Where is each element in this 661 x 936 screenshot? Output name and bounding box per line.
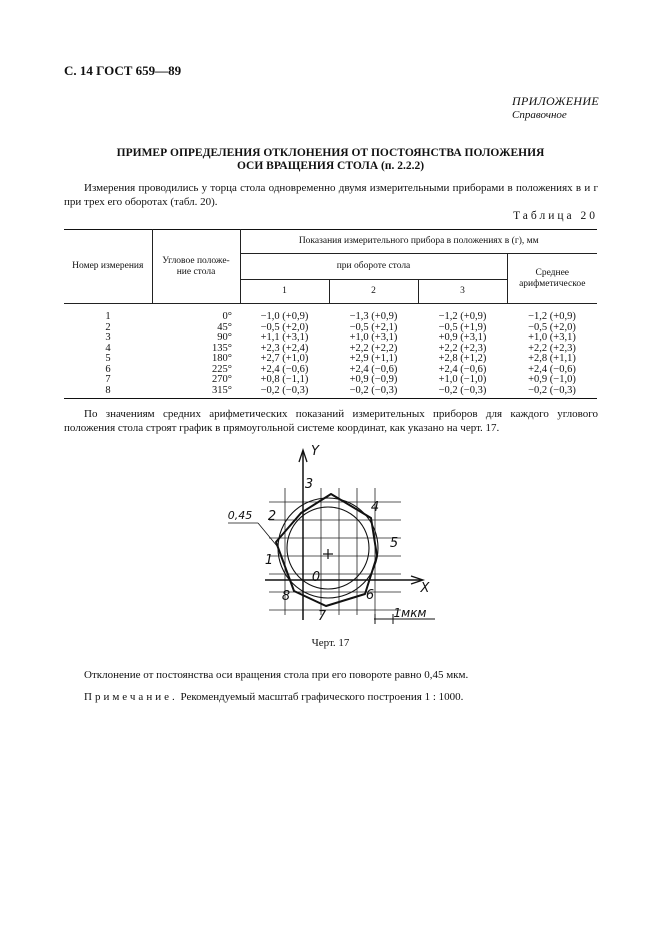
table-row — [64, 375, 597, 386]
cell-mean: −0,5 (+2,0) — [528, 321, 576, 333]
cell-mean: +0,9 (−1,0) — [528, 374, 576, 385]
header-per-rev: при обороте стола — [240, 254, 507, 280]
cell-mean: −1,2 (+0,9) — [528, 311, 576, 322]
chart-17 — [225, 440, 445, 630]
cell-angle: 180° — [212, 353, 232, 364]
measurement-table — [64, 229, 597, 399]
header-number: Номер измерения — [64, 230, 152, 304]
cell-rev-3: +1,0 (−1,0) — [438, 374, 487, 385]
table-row — [64, 365, 597, 376]
cell-angle: 315° — [152, 386, 240, 399]
cell-angle: 225° — [212, 363, 232, 375]
leader-line-diagonal — [258, 523, 277, 546]
cell-rev-1: +2,4 (−0,6) — [260, 363, 309, 375]
note — [84, 691, 463, 703]
cell-rev-1: −1,0 (+0,9) — [260, 311, 309, 322]
cell-mean: −0,2 (−0,3) — [507, 386, 597, 399]
cell-rev-3: −0,2 (−0,3) — [418, 386, 507, 399]
point-label-3: 3 — [304, 477, 314, 492]
point-label-6: 6 — [365, 588, 375, 603]
section-title — [64, 147, 597, 173]
cell-mean: +2,2 (+2,3) — [528, 342, 576, 354]
header-rev-2: 2 — [329, 280, 418, 304]
appendix-sublabel: Справочное — [512, 109, 567, 121]
cell-rev-3: +0,9 (+3,1) — [438, 332, 487, 343]
point-label-7: 7 — [317, 609, 327, 624]
title-line-1: ПРИМЕР ОПРЕДЕЛЕНИЯ ОТКЛОНЕНИЯ ОТ ПОСТОЯНСТВА ПОЛОЖЕНИЯ — [116, 147, 545, 159]
cell-rev-2: +2,2 (+2,2) — [349, 342, 398, 354]
cell-number: 4 — [105, 342, 111, 354]
graph-paragraph: По значениям средних арифметических показаний измерительных приборов для каждого углового положения стола строят график в прямоугольной системе координат, как указано на черт. 17. — [64, 408, 598, 434]
cell-rev-1: +2,7 (+1,0) — [260, 353, 309, 364]
title-line-2: ОСИ ВРАЩЕНИЯ СТОЛА (п. 2.2.2) — [236, 160, 425, 172]
cell-number: 2 — [105, 321, 111, 333]
header-mean: Среднее арифметическое — [507, 254, 597, 304]
table-row — [64, 333, 597, 344]
cell-rev-2: +2,4 (−0,6) — [349, 363, 398, 375]
header-rev-1: 1 — [240, 280, 329, 304]
table-row — [64, 386, 597, 399]
cell-angle: 270° — [212, 374, 232, 385]
table-row — [64, 344, 597, 355]
cell-number: 5 — [105, 353, 111, 364]
table-row — [64, 323, 597, 334]
cell-rev-1: −0,2 (−0,3) — [240, 386, 329, 399]
cell-angle: 45° — [217, 321, 232, 333]
cell-rev-1: +1,1 (+3,1) — [260, 332, 309, 343]
origin-label: 0 — [311, 570, 321, 585]
cell-rev-3: −1,2 (+0,9) — [438, 311, 487, 322]
scale-label: 1мкм — [393, 606, 427, 620]
point-label-5: 5 — [389, 536, 399, 551]
cell-rev-2: −0,2 (−0,3) — [329, 386, 418, 399]
point-label-2: 2 — [267, 509, 277, 524]
deviation-label: 0,45 — [227, 509, 253, 522]
table-row — [64, 354, 597, 365]
header-angle: Угловое положе-ние стола — [152, 230, 240, 304]
center-cross — [323, 549, 333, 559]
cell-mean: +1,0 (+3,1) — [528, 332, 576, 343]
cell-rev-3: +2,4 (−0,6) — [438, 363, 487, 375]
cell-angle: 90° — [217, 332, 232, 343]
page-header: С. 14 ГОСТ 659—89 — [64, 63, 182, 78]
intro-paragraph: Измерения проводились у торца стола одновременно двумя измерительными приборами в положениях в и г при трех его оборотах (табл. 20). — [64, 182, 598, 208]
axis-x-label: X — [420, 581, 430, 596]
cell-angle: 0° — [222, 311, 232, 322]
cell-mean: +2,8 (+1,1) — [528, 353, 576, 364]
cell-rev-2: +1,0 (+3,1) — [349, 332, 398, 343]
figure-caption: Черт. 17 — [311, 637, 350, 649]
cell-number: 1 — [105, 311, 111, 322]
cell-rev-3: +2,2 (+2,3) — [438, 342, 487, 354]
point-label-4: 4 — [370, 500, 380, 515]
note-text: Рекомендуемый масштаб графического построения 1 : 1000. — [177, 691, 464, 703]
axis-y-label: Y — [311, 444, 319, 459]
point-label-8: 8 — [281, 589, 291, 604]
header-readings: Показания измерительного прибора в положениях в (г), мм — [240, 230, 597, 254]
cell-angle: 135° — [212, 342, 232, 354]
cell-number: 3 — [105, 332, 111, 343]
cell-rev-1: +2,3 (+2,4) — [260, 342, 309, 354]
cell-rev-3: −0,5 (+1,9) — [438, 321, 487, 333]
cell-mean: +2,4 (−0,6) — [528, 363, 576, 375]
cell-rev-1: −0,5 (+2,0) — [260, 321, 309, 333]
result-paragraph: Отклонение от постоянства оси вращения стола при его повороте равно 0,45 мкм. — [84, 669, 469, 681]
cell-rev-2: −0,5 (+2,1) — [349, 321, 398, 333]
table-caption: Таблица 20 — [513, 210, 598, 222]
note-label: Примечание. — [84, 691, 178, 703]
point-label-1: 1 — [264, 553, 274, 568]
appendix-label: ПРИЛОЖЕНИЕ — [512, 94, 599, 108]
cell-rev-1: +0,8 (−1,1) — [260, 374, 309, 385]
cell-number: 6 — [105, 363, 111, 375]
appendix-block — [512, 94, 599, 121]
cell-rev-2: −1,3 (+0,9) — [349, 311, 398, 322]
header-rev-3: 3 — [418, 280, 507, 304]
cell-rev-3: +2,8 (+1,2) — [438, 353, 487, 364]
cell-rev-2: +2,9 (+1,1) — [349, 353, 398, 364]
table-row — [64, 304, 597, 323]
cell-rev-2: +0,9 (−0,9) — [349, 374, 398, 385]
cell-number: 8 — [64, 386, 152, 399]
cell-number: 7 — [105, 374, 111, 385]
